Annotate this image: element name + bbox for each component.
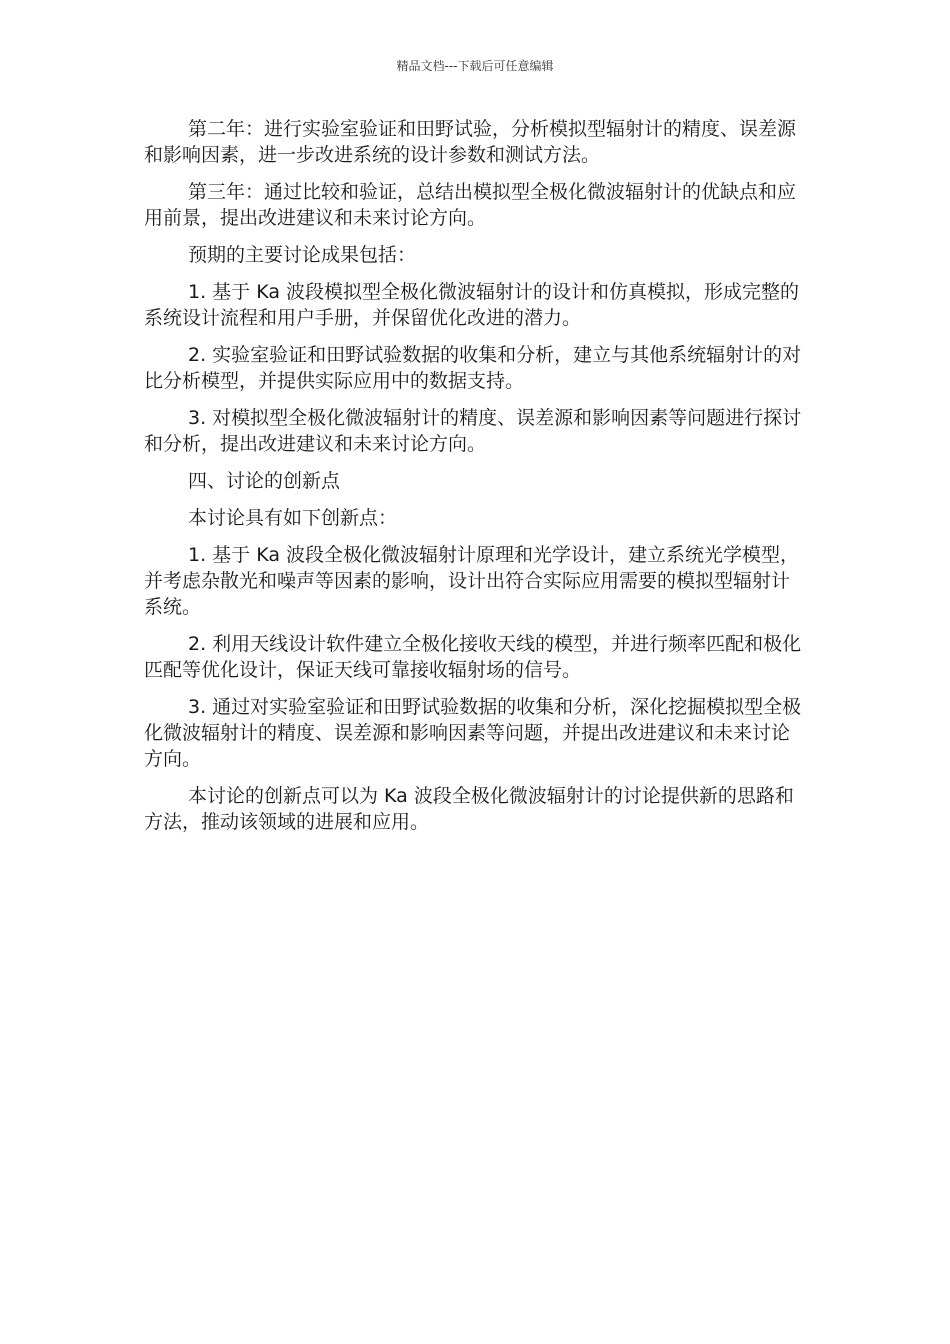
paragraph-expected-result-2: 2. 实验室验证和田野试验数据的收集和分析，建立与其他系统辐射计的对比分析模型，并提供实际应用中的数据支持。 xyxy=(144,344,802,392)
paragraph-innovations-intro: 本讨论具有如下创新点： xyxy=(188,507,398,529)
paragraph-innovation-2: 2. 利用天线设计软件建立全极化接收天线的模型，并进行频率匹配和极化匹配等优化设计，保证天线可靠接收辐射场的信号。 xyxy=(144,633,802,681)
paragraph-conclusion: 本讨论的创新点可以为 Ka 波段全极化微波辐射计的讨论提供新的思路和方法，推动该领域的进展和应用。 xyxy=(144,785,794,833)
paragraph-expected-result-1: 1. 基于 Ka 波段模拟型全极化微波辐射计的设计和仿真模拟，形成完整的系统设计流程和用户手册，并保留优化改进的潜力。 xyxy=(144,281,800,329)
paragraph-innovation-3: 3. 通过对实验室验证和田野试验数据的收集和分析，深化挖掘模拟型全极化微波辐射计的精度、误差源和影响因素等问题，并提出改进建议和未来讨论方向。 xyxy=(144,696,802,770)
section-heading-innovations: 四、讨论的创新点 xyxy=(188,470,341,492)
paragraph-innovation-1: 1. 基于 Ka 波段全极化微波辐射计原理和光学设计，建立系统光学模型，并考虑杂散光和噪声等因素的影响，设计出符合实际应用需要的模拟型辐射计系统。 xyxy=(144,544,800,618)
paragraph-year-three: 第三年：通过比较和验证，总结出模拟型全极化微波辐射计的优缺点和应用前景，提出改进建议和未来讨论方向。 xyxy=(144,181,797,229)
paragraph-expected-result-3: 3. 对模拟型全极化微波辐射计的精度、误差源和影响因素等问题进行探讨和分析，提出改进建议和未来讨论方向。 xyxy=(144,407,802,455)
page-header: 精品文档---下载后可任意编辑 xyxy=(396,59,554,73)
paragraph-year-two: 第二年：进行实验室验证和田野试验，分析模拟型辐射计的精度、误差源和影响因素，进一步改进系统的设计参数和测试方法。 xyxy=(144,118,797,166)
document-body xyxy=(144,116,808,846)
paragraph-expected-results-intro: 预期的主要讨论成果包括： xyxy=(188,244,417,266)
